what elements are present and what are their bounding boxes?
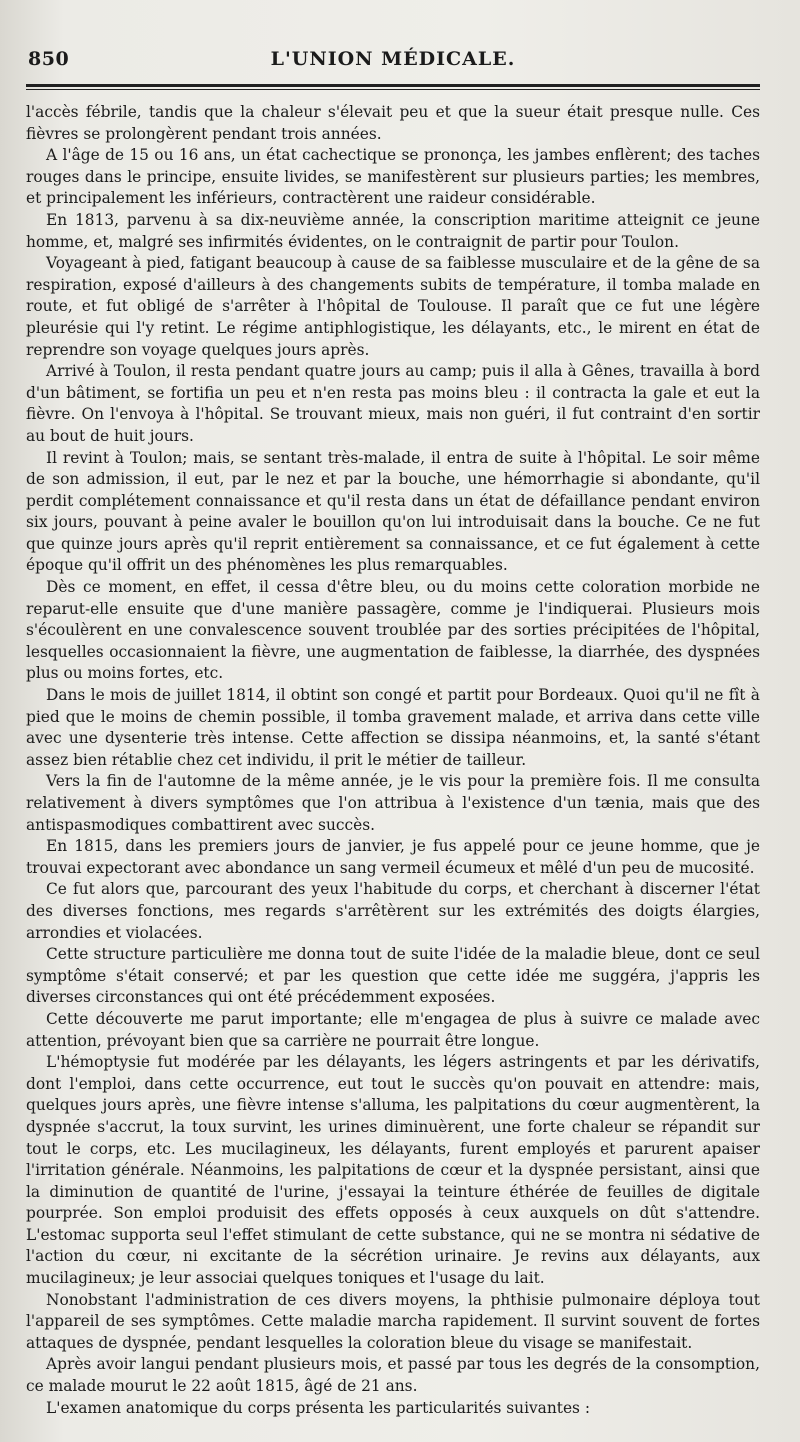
paragraph: En 1815, dans les premiers jours de janvier, je fus appelé pour ce jeune homme, que je trouvai expectorant avec abondance un sang vermeil écumeux et mêlé d'un peu de mucosité. <box>26 837 760 877</box>
paragraph: En 1813, parvenu à sa dix-neuvième année, la conscription maritime atteignit ce jeune homme, et, malgré ses infirmités évidentes, on le contraignit de partir pour Toulon. <box>26 210 760 251</box>
paragraph: Arrivé à Toulon, il resta pendant quatre jours au camp; puis il alla à Gênes, travailla à bord d'un bâtiment, se fortifia un peu et n'en resta pas moins bleu : il contracta la gale et eut la fièvre. On l'envoya à l'hôpital. Se trouvant mieux, mais non guéri, il fut contraint d'en sortir au bout de huit jours. <box>26 362 760 445</box>
paragraph: Dans le mois de juillet 1814, il obtint son congé et partit pour Bordeaux. Quoi qu'il ne fît à pied que le moins de chemin possible, il tomba gravement malade, et arriva dans cette ville avec une dysenterie très intense. Cette affection se dissipa néanmoins, et, la santé s'étant assez bien rétablie chez cet individu, il prit le métier de tailleur. <box>26 686 760 769</box>
paragraph: Il revint à Toulon; mais, se sentant très-malade, il entra de suite à l'hôpital. Le soir même de son admission, il eut, par le nez et par la bouche, une hémorrhagie si abondante, qu'il perdit complétement connaissance et qu'il resta dans un état de défaillance pendant environ six jours, pouvant à peine avaler le bouillon qu'on lui introduisait dans la bouche. Ce ne fut que quinze jours après qu'il reprit entièrement sa connaissance, et ce fut également à cette époque qu'il offrit un des phénomènes les plus remarquables. <box>26 448 760 575</box>
paragraph: L'examen anatomique du corps présenta les particularités suivantes : <box>46 1398 591 1417</box>
paragraph: L'hémoptysie fut modérée par les délayants, les légers astringents et par les dérivatifs, dont l'emploi, dans cette occurrence, eut tout le succès qu'on pouvait en attendre: mais, quelques jours après, une fièvre intense s'alluma, les palpitations du cœur augmentèrent, la dyspnée s'accrut, la toux survint, les urines diminuèrent, une forte chaleur se répandit sur tout le corps, etc. Les mucilagineux, les délayants, furent employés et parurent apaiser l'irritation générale. Néanmoins, les palpitations de cœur et la dyspnée persistant, ainsi que la diminution de quantité de l'urine, j'essayai la teinture éthérée de feuilles de digitale pourprée. Son emploi produisit des effets opposés à ceux auxquels on dût s'attendre. L'estomac supporta seul l'effet stimulant de cette substance, qui ne se montra ni sédative de l'action du cœur, ni excitante de la sécrétion urinaire. Je revins aux délayants, aux mucilagineux; je leur associai quelques toniques et l'usage du lait. <box>26 1053 760 1288</box>
paragraph: Vers la fin de l'automne de la même année, je le vis pour la première fois. Il me consulta relativement à divers symptômes que l'on attribua à l'existence d'un tænia, mais que des antispasmodiques combattirent avec succès. <box>26 772 760 834</box>
paragraph: Nonobstant l'administration de ces divers moyens, la phthisie pulmonaire déploya tout l'appareil de ses symptômes. Cette maladie marcha rapidement. Il survint souvent de fortes attaques de dyspnée, pendant lesquelles la coloration bleue du visage se manifestait. <box>26 1290 760 1352</box>
paragraph: Après avoir langui pendant plusieurs mois, et passé par tous les degrés de la consomption, ce malade mourut le 22 août 1815, âgé de 21 ans. <box>26 1355 760 1396</box>
paragraph: Cette découverte me parut importante; elle m'engagea de plus à suivre ce malade avec attention, prévoyant bien que sa carrière ne pourrait être longue. <box>26 1009 760 1050</box>
paragraph: Ce fut alors que, parcourant des yeux l'habitude du corps, et cherchant à discerner l'état des diverses fonctions, mes regards s'arrêtèrent sur les extrémités des doigts élargies, arrondies et violacées. <box>26 880 760 942</box>
paragraph: l'accès fébrile, tandis que la chaleur s'élevait peu et que la sueur était presque nulle. Ces fièvres se prolongèrent pendant trois années. <box>26 103 760 143</box>
paragraph: Dès ce moment, en effet, il cessa d'être bleu, ou du moins cette coloration morbide ne reparut-elle ensuite que d'une manière passagère, comme je l'indiquerai. Plusieurs mois s'écoulèrent en une convalescence souvent troublée par des sorties précipitées de l'hôpital, lesquelles occasionnaient la fièvre, une augmentation de faiblesse, la diarrhée, des dyspnées plus ou moins fortes, etc. <box>26 578 760 683</box>
header-rule <box>26 84 760 90</box>
paragraph: Cette structure particulière me donna tout de suite l'idée de la maladie bleue, dont ce seul symptôme s'était conservé; et par les question que cette idée me suggéra, j'appris les diverses circonstances qui ont été précédemment exposées. <box>26 945 760 1007</box>
article-body <box>26 102 760 1419</box>
paragraph: A l'âge de 15 ou 16 ans, un état cachectique se prononça, les jambes enflèrent; des taches rouges dans le principe, ensuite livides, se manifestèrent sur plusieurs parties; les membres, et principalement les inférieurs, contractèrent une raideur considérable. <box>26 146 760 208</box>
page-number: 850 <box>28 48 70 70</box>
page-header <box>26 44 760 78</box>
paragraph: Voyageant à pied, fatigant beaucoup à cause de sa faiblesse musculaire et de la gêne de sa respiration, exposé d'ailleurs à des changements subits de température, il tomba malade en route, et fut obligé de s'arrêter à l'hôpital de Toulouse. Il paraît que ce fut une légère pleurésie qui l'y retint. Le régime antiphlogistique, les délayants, etc., le mirent en état de reprendre son voyage quelques jours après. <box>26 254 760 359</box>
running-title: L'UNION MÉDICALE. <box>270 48 516 70</box>
